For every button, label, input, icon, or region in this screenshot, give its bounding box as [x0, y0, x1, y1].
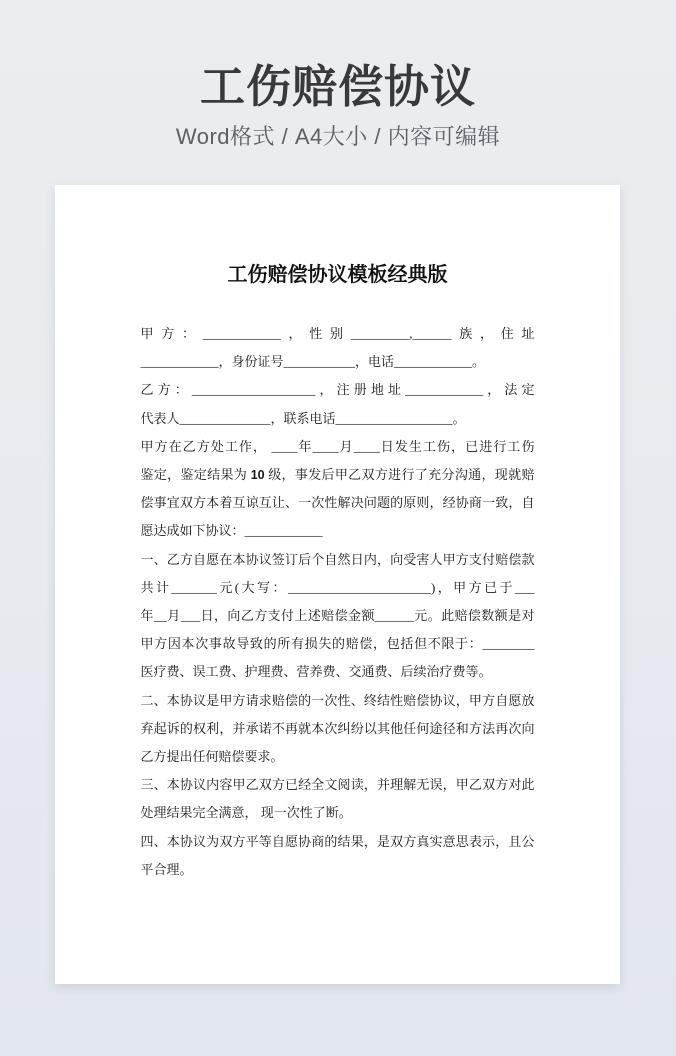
page-title: 工伤赔偿协议	[199, 61, 476, 112]
paragraph-party-a	[141, 320, 535, 376]
doc-line: 愿达成如下协议：____________	[140, 523, 323, 539]
doc-line: 平合理。	[140, 861, 193, 877]
doc-line	[141, 461, 535, 489]
paragraph-clause-3	[141, 771, 535, 827]
doc-line: 共计_______元(大写：______________________)，甲方已于___	[140, 579, 535, 595]
doc-line: 弃起诉的权利，并承诺不再就本次纠纷以其他任何途径和方法再次向	[140, 720, 535, 736]
header	[0, 0, 676, 152]
doc-line: 甲方在乙方处工作， ____年____月____日发生工伤，已进行工伤	[140, 438, 535, 454]
doc-line: 甲方因本次事故导致的所有损失的赔偿，包括但不限于：________	[140, 636, 535, 652]
doc-line: 三、本协议内容甲乙双方已经全文阅读，并理解无误，甲乙双方对此	[140, 777, 535, 793]
paragraph-clause-2	[141, 687, 535, 772]
paragraph-clause-4	[141, 828, 535, 884]
doc-line: 处理结果完全满意， 现一次性了断。	[140, 805, 352, 821]
doc-line: 一、乙方自愿在本协议签订后个自然日内，向受害人甲方支付赔偿款	[140, 551, 535, 567]
grade-number: 10	[250, 468, 265, 483]
doc-line: 二、本协议是甲方请求赔偿的一次性、终结性赔偿协议，甲方自愿放	[140, 692, 535, 708]
doc-line: ____________，身份证号___________，电话____________。	[140, 354, 486, 370]
doc-line: 医疗费、误工费、护理费、营养费、交通费、后续治疗费等。	[140, 664, 492, 680]
paragraph-party-b	[141, 376, 535, 432]
doc-line-segment: 级，事发后甲乙双方进行了充分沟通，现就赔	[264, 467, 535, 483]
doc-line: 乙方：___________________，注册地址____________，法定	[140, 382, 535, 398]
page-subtitle: Word格式 / A4大小 / 内容可编辑	[175, 124, 501, 149]
doc-line: 偿事宜双方本着互谅互让、一次性解决问题的原则，经协商一致，自	[140, 495, 535, 511]
document-body	[141, 320, 535, 884]
doc-line: 乙方提出任何赔偿要求。	[140, 749, 284, 765]
doc-line: 甲方：____________，性别_________,______族，住址	[140, 326, 535, 341]
doc-line: 年__月___日，向乙方支付上述赔偿金额______元。此赔偿数额是对	[140, 608, 535, 624]
paragraph-preamble	[141, 433, 535, 546]
doc-line: 代表人______________，联系电话__________________。	[140, 410, 466, 426]
document-title: 工伤赔偿协议模板经典版	[227, 264, 448, 286]
doc-line: 四、本协议为双方平等自愿协商的结果，是双方真实意思表示，且公	[140, 833, 535, 849]
doc-line-segment: 鉴定，鉴定结果为	[140, 467, 251, 483]
paragraph-clause-1	[141, 546, 535, 687]
document-page	[55, 185, 620, 984]
